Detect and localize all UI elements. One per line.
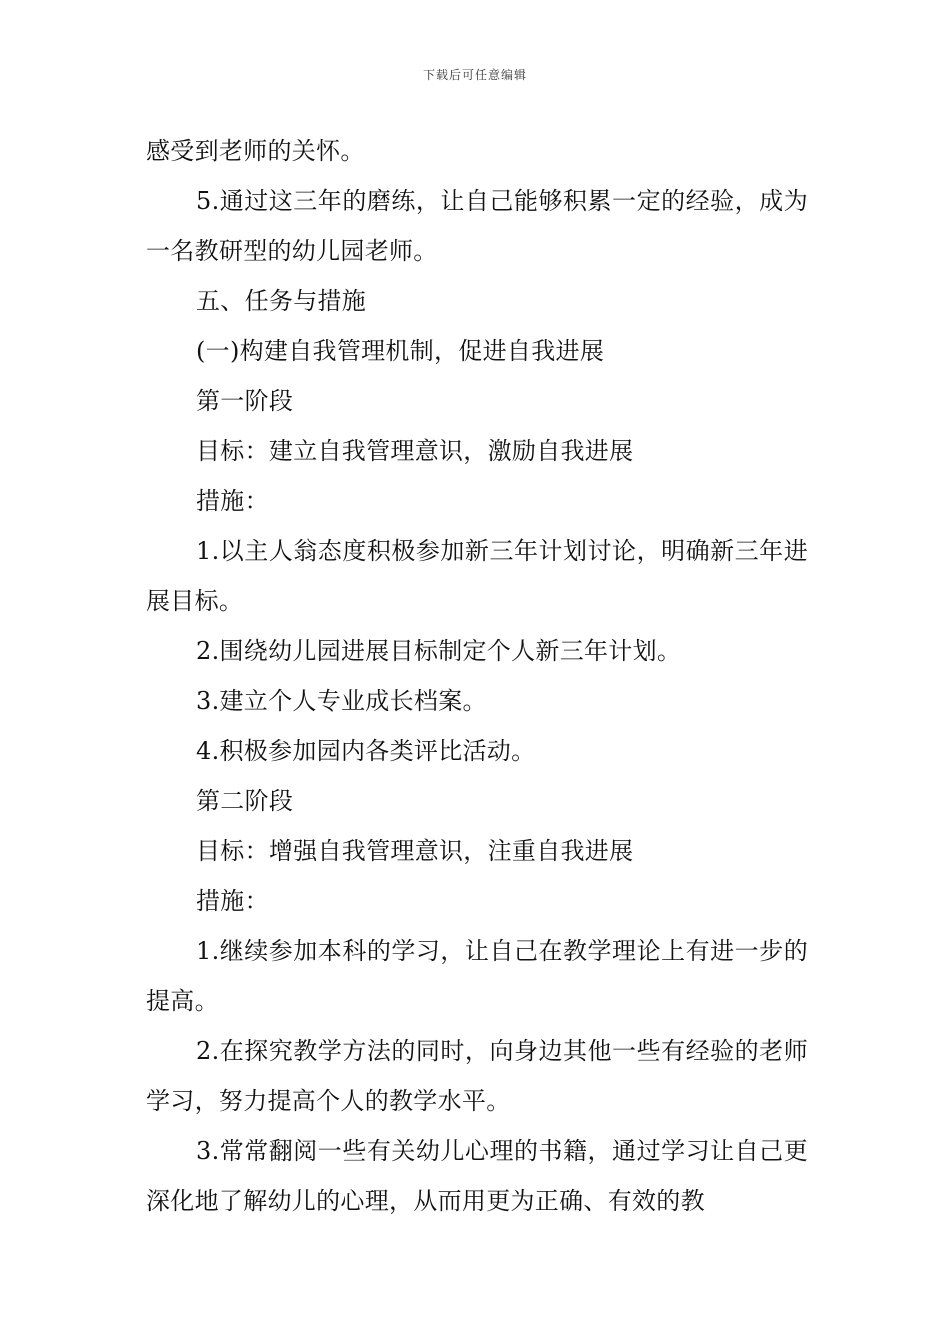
page-header: 下载后可任意编辑: [422, 68, 527, 82]
paragraph: 第二阶段: [196, 787, 294, 815]
paragraph: 1.继续参加本科的学习，让自己在教学理论上有进一步的提高。: [146, 937, 808, 1015]
paragraph: 措施：: [196, 887, 269, 915]
paragraph: 目标：建立自我管理意识，激励自我进展: [196, 437, 634, 465]
paragraph: (一)构建自我管理机制，促进自我进展: [196, 337, 605, 365]
paragraph: 感受到老师的关怀。: [146, 137, 365, 165]
document-body: [146, 126, 808, 1226]
paragraph: 第一阶段: [196, 387, 294, 415]
paragraph: 2.围绕幼儿园进展目标制定个人新三年计划。: [196, 637, 682, 665]
paragraph: 4.积极参加园内各类评比活动。: [196, 737, 536, 765]
paragraph: 五、任务与措施: [196, 287, 367, 315]
paragraph: 2.在探究教学方法的同时，向身边其他一些有经验的老师学习，努力提高个人的教学水平。: [146, 1037, 808, 1115]
paragraph: 3.建立个人专业成长档案。: [196, 687, 487, 715]
paragraph: 3.常常翻阅一些有关幼儿心理的书籍，通过学习让自己更深化地了解幼儿的心理，从而用更为正确、有效的教: [146, 1137, 808, 1215]
paragraph: 1.以主人翁态度积极参加新三年计划讨论，明确新三年进展目标。: [146, 537, 808, 615]
paragraph: 措施：: [196, 487, 269, 515]
paragraph: 目标：增强自我管理意识，注重自我进展: [196, 837, 634, 865]
paragraph: 5.通过这三年的磨练，让自己能够积累一定的经验，成为一名教研型的幼儿园老师。: [146, 187, 808, 265]
